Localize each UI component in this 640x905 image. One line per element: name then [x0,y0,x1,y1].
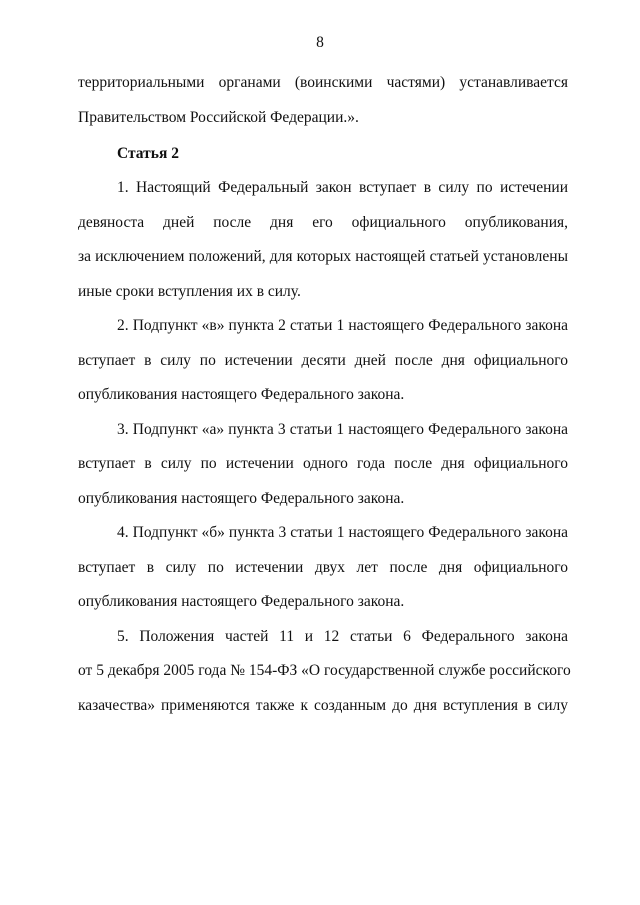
text-line: опубликования настоящего Федерального закона. [78,386,405,403]
text-line: 1. Настоящий Федеральный закон вступает в силу по истечении [117,179,568,196]
text-line: 3. Подпункт «а» пункта 3 статьи 1 настоящего Федерального закона [117,421,568,438]
text-line: опубликования настоящего Федерального закона. [78,593,405,610]
text-line: за исключением положений, для которых настоящей статьей установлены [78,248,568,265]
text-line: 2. Подпункт «в» пункта 2 статьи 1 настоящего Федерального закона [117,317,568,334]
page-number: 8 [316,34,324,51]
text-line: вступает в силу по истечении десяти дней после дня официального [78,352,568,369]
text-line: территориальными органами (воинскими частями) устанавливается [78,74,568,91]
article-heading: Статья 2 [117,145,179,162]
text-line: Правительством Российской Федерации.». [78,109,359,126]
text-line: опубликования настоящего Федерального закона. [78,490,405,507]
text-line: вступает в силу по истечении двух лет после дня официального [78,559,568,576]
text-line: девяноста дней после дня его официального опубликования, [78,214,568,231]
text-line: казачества» применяются также к созданным до дня вступления в силу [78,697,568,714]
text-line: 4. Подпункт «б» пункта 3 статьи 1 настоящего Федерального закона [117,524,568,541]
text-line: вступает в силу по истечении одного года после дня официального [78,455,568,472]
text-line: от 5 декабря 2005 года № 154-ФЗ «О государственной службе российского [78,662,571,679]
text-line: 5. Положения частей 11 и 12 статьи 6 Федерального закона [117,628,568,645]
text-line: иные сроки вступления их в силу. [78,283,301,300]
